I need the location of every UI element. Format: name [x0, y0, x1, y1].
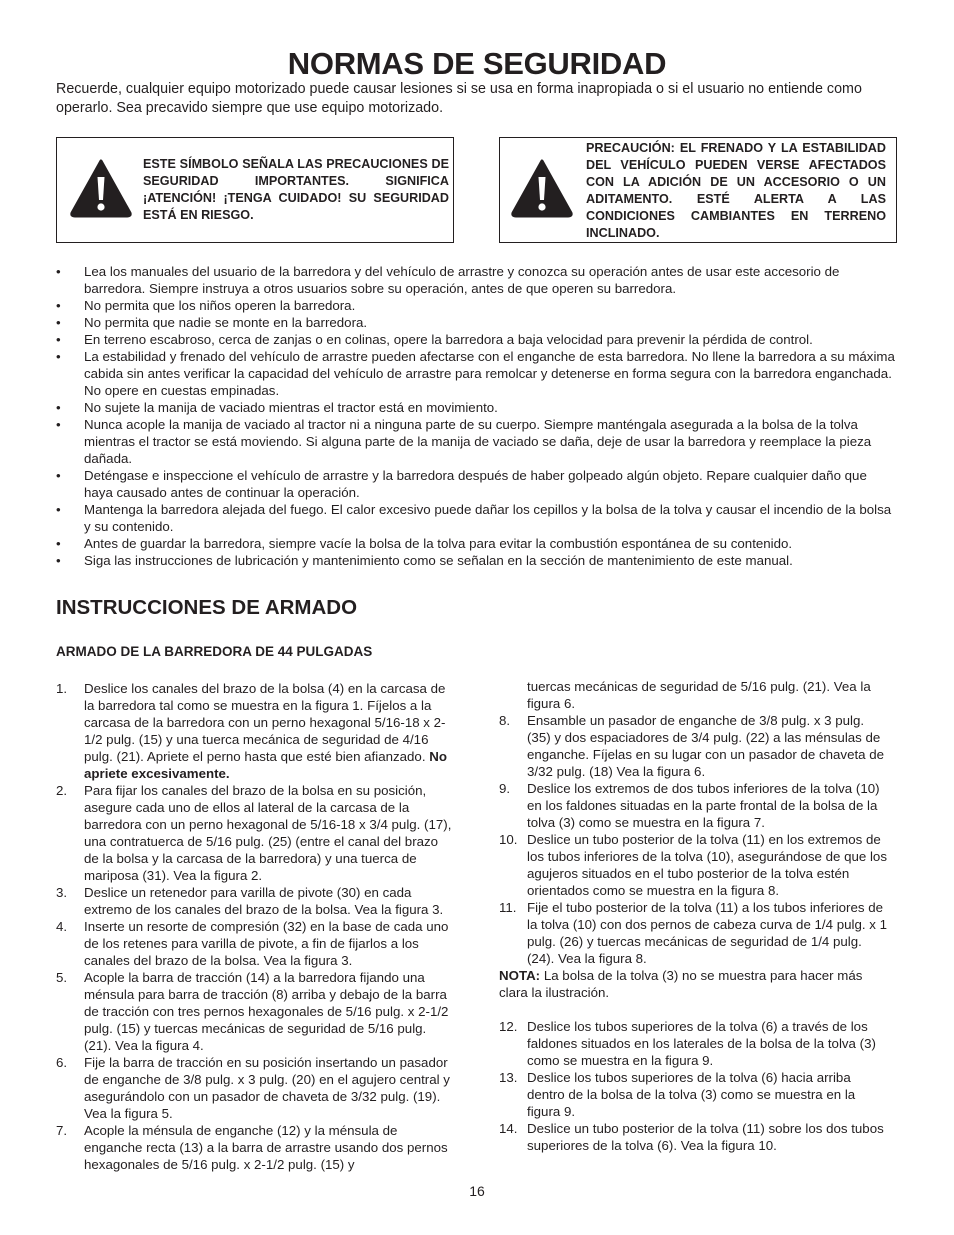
- list-item: • Antes de guardar la barredora, siempre vacíe la bolsa de la tolva para evitar la combustión espontánea de su contenido.: [56, 536, 793, 551]
- list-item: 12. Deslice los tubos superiores de la tolva (6) a través de los faldones situados en los laterales de la bolsa de la tolva (3) como se muestra en la figura 9.: [499, 1019, 876, 1068]
- list-item: 2. Para fijar los canales del brazo de la bolsa en su posición, asegure cada uno de ellos al lateral de la carcasa de la barredora con un perno hexagonal de 5/16-18 x 3/4 pulg. (17), una contratuerca de 5/16 pulg. (25) (entre el canal del brazo de la bolsa y la carcasa de la barredora) y una tuerca de mariposa (31). Vea la figura 2.: [56, 783, 452, 883]
- list-item: 1. Deslice los canales del brazo de la bolsa (4) en la carcasa de la barredora tal como se muestra en la figura 1. Fíjelos a la carcasa de la barredora con un perno hexagonal 5/16-18 x 2-1/2 pulg. (15) y una tuerca mecánica de seguridad de 4/16 pulg. (21). Apriete el perno hasta que esté bien afianzado. No apriete excesivamente.: [56, 681, 447, 781]
- safety-symbol-text: ESTE SÍMBOLO SEÑALA LAS PRECAUCIONES DE SEGURIDAD IMPORTANTES. SIGNIFICA ¡ATENCIÓN! ¡TENGA CUIDADO! SU SEGURIDAD ESTÁ EN RIESGO.: [143, 157, 449, 222]
- list-item: 5. Acople la barra de tracción (14) a la barredora fijando una ménsula para barra de tracción (8) arriba y debajo de la barra de tracción con tres pernos hexagonales de 5/16 pulg. x 2-1/2 pulg. (15) y tuercas mecánicas de seguridad de 5/16 pulg. (21). Vea la figura 4.: [56, 970, 449, 1053]
- intro-paragraph: Recuerde, cualquier equipo motorizado puede causar lesiones si se usa en forma inapropiada o si el usuario no entiende como operarlo. Sea precavido siempre que use equipo motorizado.: [56, 81, 862, 116]
- list-item: • Deténgase e inspeccione el vehículo de arrastre y la barredora después de haber golpeado algún objeto. Repare cualquier daño que haya causado antes de continuar la operación.: [56, 468, 867, 500]
- warning-triangle-icon: [69, 158, 133, 223]
- list-item: 4. Inserte un resorte de compresión (32) en la base de cada uno de los retenes para varilla de pivote, a fin de fijarlos a los canales del brazo de la bolsa. Vea la figura 3.: [56, 919, 449, 968]
- list-item: 6. Fije la barra de tracción en su posición insertando un pasador de enganche de 3/8 pulg. x 3 pulg. (20) en el agujero central y asegurándolo con un pasador de chaveta de 3/32 pulg. (19). Vea la figura 5.: [56, 1055, 450, 1121]
- list-item: • No permita que nadie se monte en la barredora.: [56, 315, 368, 330]
- list-item: • La estabilidad y frenado del vehículo de arrastre pueden afectarse con el enganche de esta barredora. No llene la barredora a su máxima cabida sin antes verificar la capacidad del vehículo de arrastre para remolcar y detenerse en forma segura con la barredora enganchada. No opere en cuestas empinadas.: [56, 349, 895, 398]
- list-item: 8. Ensamble un pasador de enganche de 3/8 pulg. x 3 pulg. (35) y dos espaciadores de 3/4 pulg. (22) a las ménsulas de enganche. Fíjelas en su lugar con un pasador de chaveta de 3/32 pulg. (18) Vea la figura 6.: [499, 713, 885, 779]
- list-item: 7. Acople la ménsula de enganche (12) y la ménsula de enganche recta (13) a la barra de arrastre usando dos pernos hexagonales de 5/16 pulg. x 2-1/2 pulg. (15) y: [56, 1123, 448, 1172]
- note: NOTA: La bolsa de la tolva (3) no se muestra para hacer más clara la ilustración.: [499, 968, 863, 1000]
- list-item-continuation: tuercas mecánicas de seguridad de 5/16 pulg. (21). Vea la figura 6.: [527, 679, 871, 711]
- note-label: NOTA:: [499, 968, 541, 983]
- caution-text: PRECAUCIÓN: EL FRENADO Y LA ESTABILIDAD DEL VEHÍCULO PUEDEN VERSE AFECTADOS CON LA ADICIÓN DE UN ACCESORIO O UN ADITAMENTO. ESTÉ ALERTA A LAS CONDICIONES CAMBIANTES EN TERRENO INCLINADO.: [586, 141, 886, 240]
- list-item: 11. Fije el tubo posterior de la tolva (11) a los tubos inferiores de la tolva (10) con dos pernos de cabeza curva de 1/4 pulg. x 1 pulg. (26) y tuercas mecánicas de seguridad de 1/4 pulg. (24). Vea la figura 8.: [499, 900, 887, 966]
- list-item: • No sujete la manija de vaciado mientras el tractor está en movimiento.: [56, 400, 498, 415]
- list-item: 13. Deslice los tubos superiores de la tolva (6) hacia arriba dentro de la bolsa de la tolva (3) como se muestra en la figura 9.: [499, 1070, 856, 1119]
- list-item: • Nunca acople la manija de vaciado al tractor ni a ninguna parte de su cuerpo. Siempre manténgala asegurada a la bolsa de la tolva mientras el tractor se está moviendo. Si alguna parte de la manija de vaciado se daña, deje de usar la barredora y reemplace la pieza dañada.: [56, 417, 872, 466]
- list-item: • Lea los manuales del usuario de la barredora y del vehículo de arrastre y conozca su operación antes de usar este accesorio de barredora. Siempre instruya a otros usuarios sobre su operación, antes de que operen su barredora.: [56, 264, 840, 296]
- safety-symbol-box: [56, 137, 454, 243]
- list-item: 3. Deslice un retenedor para varilla de pivote (30) en cada extremo de los canales del brazo de la bolsa. Vea la figura 3.: [56, 885, 444, 917]
- assembly-steps-right: [499, 678, 891, 1154]
- list-item: • Siga las instrucciones de lubricación y mantenimiento como se señalan en la sección de mantenimiento de este manual.: [56, 553, 793, 568]
- page-number: 16: [469, 1183, 485, 1199]
- list-item: 9. Deslice los extremos de dos tubos inferiores de la tolva (10) en los faldones situadas en la parte frontal de la bolsa de la tolva (3) como se muestra en la figura 7.: [499, 781, 880, 830]
- assembly-steps-left: [56, 680, 456, 1173]
- subsection-heading: ARMADO DE LA BARREDORA DE 44 PULGADAS: [56, 644, 373, 659]
- warning-triangle-icon: [510, 158, 574, 223]
- list-item: • No permita que los niños operen la barredora.: [56, 298, 356, 313]
- safety-rules-list: [56, 263, 898, 569]
- page-title: NORMAS DE SEGURIDAD: [287, 46, 667, 81]
- emphasis-text: No apriete excesivamente.: [84, 749, 447, 781]
- list-item: • En terreno escabroso, cerca de zanjas o en colinas, opere la barredora a baja velocidad para prevenir la pérdida de control.: [56, 332, 813, 347]
- section-heading: INSTRUCCIONES DE ARMADO: [56, 596, 358, 619]
- list-item: 14. Deslice un tubo posterior de la tolva (11) sobre los dos tubos superiores de la tolva (6). Vea la figura 10.: [499, 1121, 884, 1153]
- caution-box: [499, 137, 897, 243]
- list-item: 10. Deslice un tubo posterior de la tolva (11) en los extremos de los tubos inferiores de la tolva (10), asegurándose de que los agujeros situados en el tubo posterior de la tolva estén orientados como se muestra en la figura 8.: [499, 832, 887, 898]
- list-item: • Mantenga la barredora alejada del fuego. El calor excesivo puede dañar los cepillos y la bolsa de la tolva y causar el incendio de la bolsa y su contenido.: [56, 502, 892, 534]
